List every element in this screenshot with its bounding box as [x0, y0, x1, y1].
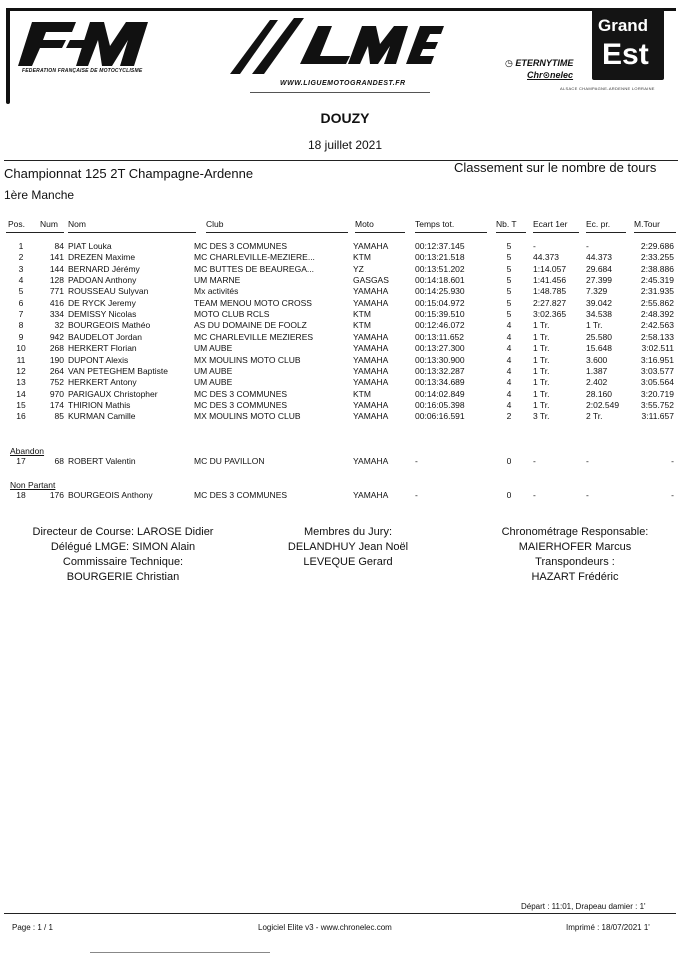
cell-temps: 00:14:25.930	[415, 286, 465, 297]
cell-club: UM MARNE	[194, 275, 241, 286]
technical-commissioner: BOURGERIE Christian	[66, 571, 180, 583]
non-partant-label: Non Partant	[10, 480, 56, 490]
cell-ecpr: 1.387	[586, 365, 608, 376]
cell-num: 68	[54, 456, 64, 466]
cell-ecart: 1 Tr.	[533, 343, 550, 354]
cell-num: 128	[49, 275, 64, 286]
cell-nbt: 4	[506, 354, 512, 365]
table-row	[0, 309, 690, 321]
cell-moto: YAMAHA	[353, 297, 389, 308]
cell-ecpr: -	[586, 456, 589, 466]
cell-num: 141	[49, 252, 64, 263]
cell-club: MC BUTTES DE BEAUREGA...	[194, 263, 314, 274]
cell-nom: DUPONT Alexis	[68, 354, 129, 365]
cell-mtour: 3:05.564	[640, 377, 674, 388]
cell-nom: THIRION Mathis	[68, 399, 131, 410]
cell-nom: DREZEN Maxime	[68, 252, 136, 263]
cell-moto: YAMAHA	[353, 365, 389, 376]
cell-nom: HERKERT Florian	[68, 343, 137, 354]
cell-moto: YAMAHA	[353, 241, 389, 251]
cell-nbt: 4	[506, 388, 512, 399]
cell-mtour: 2:31.935	[640, 286, 674, 297]
cell-ecart: 1:14.057	[533, 263, 567, 274]
cell-club: Mx activités	[194, 286, 239, 297]
cell-pos: 13	[16, 377, 26, 388]
cell-ecart: 1 Tr.	[533, 320, 550, 331]
cell-club: MOTO CLUB RCLS	[194, 309, 270, 320]
cell-ecart: 1 Tr.	[533, 377, 550, 388]
col-moto: Moto	[355, 219, 374, 229]
cell-pos: 11	[16, 354, 26, 365]
cell-ecart: 2:27.827	[533, 297, 567, 308]
depart-info: Départ : 11:01, Drapeau damier : 1'	[521, 902, 646, 911]
cell-num: 85	[54, 411, 64, 422]
grand-est-logo	[592, 8, 664, 80]
cell-pos: 16	[16, 411, 26, 422]
col-nom: Nom	[68, 219, 86, 229]
cell-nom: VAN PETEGHEM Baptiste	[68, 365, 168, 376]
timing-label: Chronométrage Responsable:	[501, 526, 649, 538]
col-ecart: Ecart 1er	[533, 219, 568, 229]
col-ecpr: Ec. pr.	[586, 219, 611, 229]
cell-nbt: 5	[506, 241, 512, 251]
grand-est-line2: Est	[602, 38, 649, 71]
cell-ecart: 1 Tr.	[533, 354, 550, 365]
cell-moto: YAMAHA	[353, 377, 389, 388]
cell-moto: YAMAHA	[353, 343, 389, 354]
cell-ecpr: -	[586, 241, 589, 251]
cell-num: 32	[54, 320, 64, 331]
col-mtour: M.Tour	[634, 219, 660, 229]
cell-mtour: 2:48.392	[640, 309, 674, 320]
cell-nom: BAUDELOT Jordan	[68, 331, 143, 342]
cell-nbt: 4	[506, 343, 512, 354]
cell-num: 84	[54, 241, 64, 251]
cell-club: UM AUBE	[194, 343, 233, 354]
cell-temps: 00:13:21.518	[415, 252, 465, 263]
cell-nom: BERNARD Jérémy	[68, 263, 140, 274]
cell-nom: BOURGEOIS Anthony	[68, 490, 153, 500]
col-temps: Temps tot.	[415, 219, 455, 229]
cell-mtour: -	[671, 490, 674, 500]
cell-mtour: 2:38.886	[640, 263, 674, 274]
cell-ecpr: 3.600	[586, 354, 608, 365]
cell-nbt: 5	[506, 252, 512, 263]
cell-temps: -	[415, 490, 418, 500]
cell-nbt: 5	[506, 263, 512, 274]
cell-ecpr: 34.538	[586, 309, 612, 320]
cell-nom: KURMAN Camille	[68, 411, 136, 422]
cell-pos: 18	[16, 490, 26, 500]
software-credit: Logiciel Elite v3 - www.chronelec.com	[258, 923, 392, 932]
cell-pos: 5	[18, 286, 24, 297]
cell-ecart: -	[533, 490, 536, 500]
grand-est-footer: ALSACE CHAMPAGNE-ARDENNE LORRAINE	[560, 86, 655, 91]
cell-pos: 8	[18, 320, 24, 331]
cell-moto: YAMAHA	[353, 411, 389, 422]
header-corner	[6, 8, 10, 104]
table-row	[0, 389, 690, 401]
cell-ecpr: 27.399	[586, 275, 612, 286]
cell-temps: -	[415, 456, 418, 466]
ffm-subtitle: FEDERATION FRANÇAISE DE MOTOCYCLISME	[22, 68, 143, 74]
cell-pos: 12	[16, 365, 26, 376]
table-row	[0, 332, 690, 344]
cell-nom: BOURGEOIS Mathéo	[68, 320, 151, 331]
table-row	[0, 377, 690, 389]
cell-temps: 00:13:27.300	[415, 343, 465, 354]
cell-ecpr: 39.042	[586, 297, 612, 308]
cell-temps: 00:12:37.145	[415, 241, 465, 251]
cell-nbt: 0	[506, 456, 512, 466]
timing-responsible: MAIERHOFER Marcus	[518, 541, 632, 553]
cell-num: 190	[49, 354, 64, 365]
cell-ecpr: 2.402	[586, 377, 608, 388]
cell-nom: ROBERT Valentin	[68, 456, 136, 466]
table-row	[0, 343, 690, 355]
cell-ecart: 3 Tr.	[533, 411, 550, 422]
cell-nom: ROUSSEAU Sulyvan	[68, 286, 149, 297]
cell-mtour: -	[671, 456, 674, 466]
transponders-label: Transpondeurs :	[535, 556, 615, 568]
cell-num: 264	[49, 365, 64, 376]
cell-temps: 00:15:04.972	[415, 297, 465, 308]
event-title: DOUZY	[320, 110, 370, 126]
cell-mtour: 3:55.752	[640, 399, 674, 410]
logo-bar	[0, 0, 690, 112]
classification-label: Classement sur le nombre de tours	[454, 160, 657, 175]
cell-club: MC DES 3 COMMUNES	[194, 241, 288, 251]
manche-label: 1ère Manche	[4, 188, 75, 202]
cell-pos: 7	[18, 309, 24, 320]
cell-club: MX MOULINS MOTO CLUB	[194, 354, 301, 365]
col-num: Num	[40, 219, 58, 229]
cell-moto: YAMAHA	[353, 354, 389, 365]
abandon-label: Abandon	[10, 446, 45, 456]
cell-club: MC CHARLEVILLE MEZIERES	[194, 331, 314, 342]
table-row	[0, 490, 690, 502]
cell-club: MC DES 3 COMMUNES	[194, 388, 288, 399]
cell-nom: HERKERT Antony	[68, 377, 137, 388]
cell-moto: YAMAHA	[353, 399, 389, 410]
cell-mtour: 3:16.951	[640, 354, 674, 365]
cell-ecpr: 15.648	[586, 343, 612, 354]
print-date: Imprimé : 18/07/2021 1'	[566, 923, 650, 932]
header-rule	[6, 8, 676, 11]
cell-pos: 14	[16, 388, 26, 399]
cell-pos: 4	[18, 275, 24, 286]
cell-pos: 10	[16, 343, 26, 354]
jury-member-1: DELANDHUY Jean Noël	[287, 541, 409, 553]
table-row	[0, 264, 690, 276]
cell-nom: PIAT Louka	[68, 241, 112, 251]
cell-mtour: 2:42.563	[640, 320, 674, 331]
cell-nom: PADOAN Anthony	[68, 275, 137, 286]
cell-moto: YZ	[353, 263, 364, 274]
table-row	[0, 400, 690, 412]
cell-pos: 3	[18, 263, 24, 274]
table-row	[0, 411, 690, 423]
cell-temps: 00:14:18.601	[415, 275, 465, 286]
officials-right	[470, 525, 680, 585]
cell-ecart: 1 Tr.	[533, 365, 550, 376]
table-row	[0, 355, 690, 367]
cell-num: 176	[49, 490, 64, 500]
table-row	[0, 275, 690, 287]
col-club: Club	[206, 219, 224, 229]
cell-ecart: -	[533, 241, 536, 251]
cell-ecart: 1:41.456	[533, 275, 567, 286]
cell-temps: 00:13:30.900	[415, 354, 465, 365]
cell-temps: 00:13:34.689	[415, 377, 465, 388]
jury-label: Membres du Jury:	[303, 526, 393, 538]
cell-temps: 00:15:39.510	[415, 309, 465, 320]
cell-nom: DEMISSY Nicolas	[68, 309, 137, 320]
table-row	[0, 298, 690, 310]
table-row	[0, 320, 690, 332]
cell-num: 970	[49, 388, 64, 399]
cell-club: MX MOULINS MOTO CLUB	[194, 411, 301, 422]
grand-est-line1: Grand	[598, 16, 649, 35]
cell-pos: 2	[18, 252, 24, 263]
officials-center	[258, 525, 438, 570]
cell-club: MC DES 3 COMMUNES	[194, 399, 288, 410]
cell-ecart: 3:02.365	[533, 309, 567, 320]
cell-pos: 9	[18, 331, 24, 342]
cell-ecpr: 28.160	[586, 388, 612, 399]
jury-member-2: LEVEQUE Gerard	[303, 556, 393, 568]
clock-icon: ◷	[505, 58, 516, 68]
cell-nom: PARIGAUX Christopher	[68, 388, 158, 399]
cell-num: 268	[49, 343, 64, 354]
cell-moto: GASGAS	[353, 275, 389, 286]
cell-pos: 6	[18, 297, 24, 308]
cell-nom: DE RYCK Jeremy	[68, 297, 136, 308]
cell-ecpr: 7.329	[586, 286, 608, 297]
cell-num: 752	[49, 377, 64, 388]
cell-ecart: 1:48.785	[533, 286, 567, 297]
cell-ecart: 1 Tr.	[533, 388, 550, 399]
lmge-underline	[250, 92, 430, 93]
cell-moto: KTM	[353, 320, 371, 331]
cell-num: 144	[49, 263, 64, 274]
cell-moto: KTM	[353, 309, 371, 320]
footer-rule	[4, 913, 676, 914]
cell-mtour: 3:20.719	[640, 388, 674, 399]
cell-num: 942	[49, 331, 64, 342]
cell-ecart: 1 Tr.	[533, 331, 550, 342]
cell-temps: 00:16:05.398	[415, 399, 465, 410]
cell-pos: 17	[16, 456, 26, 466]
cell-ecpr: 2 Tr.	[586, 411, 603, 422]
cell-temps: 00:13:11.652	[415, 331, 464, 342]
cell-temps: 00:12:46.072	[415, 320, 465, 331]
cell-ecart: 1 Tr.	[533, 399, 550, 410]
officials-left	[18, 525, 228, 585]
eternytime-logo: ◷ ETERNYTIME	[505, 58, 574, 68]
championship-title: Championnat 125 2T Champagne-Ardenne	[4, 166, 254, 181]
race-director: Directeur de Course: LAROSE Didier	[32, 526, 214, 538]
cell-nbt: 4	[506, 377, 512, 388]
cell-nbt: 5	[506, 309, 512, 320]
lmge-delegate: Délégué LMGE: SIMON Alain	[50, 541, 196, 553]
cell-moto: KTM	[353, 388, 371, 399]
table-row	[0, 456, 690, 468]
cell-club: MC DU PAVILLON	[194, 456, 265, 466]
cell-ecpr: -	[586, 490, 589, 500]
cell-moto: KTM	[353, 252, 371, 263]
lmge-logo	[230, 16, 445, 76]
cell-club: UM AUBE	[194, 365, 233, 376]
transponders-responsible: HAZART Frédéric	[531, 571, 619, 583]
table-row	[0, 286, 690, 298]
cell-mtour: 3:11.657	[641, 411, 674, 422]
cell-ecart: 44.373	[533, 252, 559, 263]
cell-club: AS DU DOMAINE DE FOOLZ	[194, 320, 307, 331]
cell-moto: YAMAHA	[353, 331, 389, 342]
page-number: Page : 1 / 1	[12, 923, 53, 932]
cell-temps: 00:06:16.591	[415, 411, 465, 422]
cell-ecpr: 25.580	[586, 331, 612, 342]
cell-mtour: 3:02.511	[641, 343, 674, 354]
cell-club: MC DES 3 COMMUNES	[194, 490, 288, 500]
cell-nbt: 5	[506, 286, 512, 297]
cell-mtour: 2:33.255	[640, 252, 674, 263]
cell-temps: 00:13:32.287	[415, 365, 465, 376]
cell-pos: 1	[18, 241, 24, 251]
cell-nbt: 4	[506, 365, 512, 376]
cell-nbt: 5	[506, 275, 512, 286]
cell-ecpr: 1 Tr.	[586, 320, 603, 331]
cell-ecpr: 44.373	[586, 252, 612, 263]
table-row	[0, 366, 690, 378]
cell-nbt: 4	[506, 399, 512, 410]
cell-club: TEAM MENOU MOTO CROSS	[194, 297, 312, 308]
technical-commissioner-label: Commissaire Technique:	[62, 556, 184, 568]
cell-moto: YAMAHA	[353, 490, 389, 500]
cell-nbt: 4	[506, 331, 512, 342]
cell-mtour: 3:03.577	[640, 365, 674, 376]
chronelec-logo: Chr⊙nelec	[527, 70, 574, 80]
cell-temps: 00:14:02.849	[415, 388, 465, 399]
cell-num: 174	[49, 399, 64, 410]
cell-mtour: 2:45.319	[640, 275, 674, 286]
cell-ecart: -	[533, 456, 536, 466]
cell-mtour: 2:58.133	[640, 331, 674, 342]
cell-num: 334	[49, 309, 64, 320]
table-row	[0, 241, 690, 253]
cell-nbt: 2	[506, 411, 512, 422]
cell-temps: 00:13:51.202	[415, 263, 465, 274]
cell-nbt: 0	[506, 490, 512, 500]
cell-num: 416	[49, 297, 64, 308]
cell-num: 771	[49, 286, 64, 297]
table-row	[0, 252, 690, 264]
ffm-logo	[18, 18, 168, 68]
scan-mark	[90, 952, 270, 953]
cell-pos: 15	[16, 399, 26, 410]
col-pos: Pos.	[8, 219, 26, 229]
lmge-url: WWW.LIGUEMOTOGRANDEST.FR	[280, 80, 406, 87]
cell-moto: YAMAHA	[353, 456, 389, 466]
cell-nbt: 4	[506, 320, 512, 331]
cell-mtour: 2:29.686	[640, 241, 674, 251]
cell-club: MC CHARLEVILLE-MEZIERE...	[194, 252, 315, 263]
col-nbt: Nb. T	[496, 219, 517, 229]
cell-mtour: 2:55.862	[640, 297, 674, 308]
cell-moto: YAMAHA	[353, 286, 389, 297]
event-date: 18 juillet 2021	[307, 138, 383, 152]
cell-ecpr: 2:02.549	[586, 399, 620, 410]
cell-ecpr: 29.684	[586, 263, 612, 274]
cell-club: UM AUBE	[194, 377, 233, 388]
cell-nbt: 5	[506, 297, 512, 308]
